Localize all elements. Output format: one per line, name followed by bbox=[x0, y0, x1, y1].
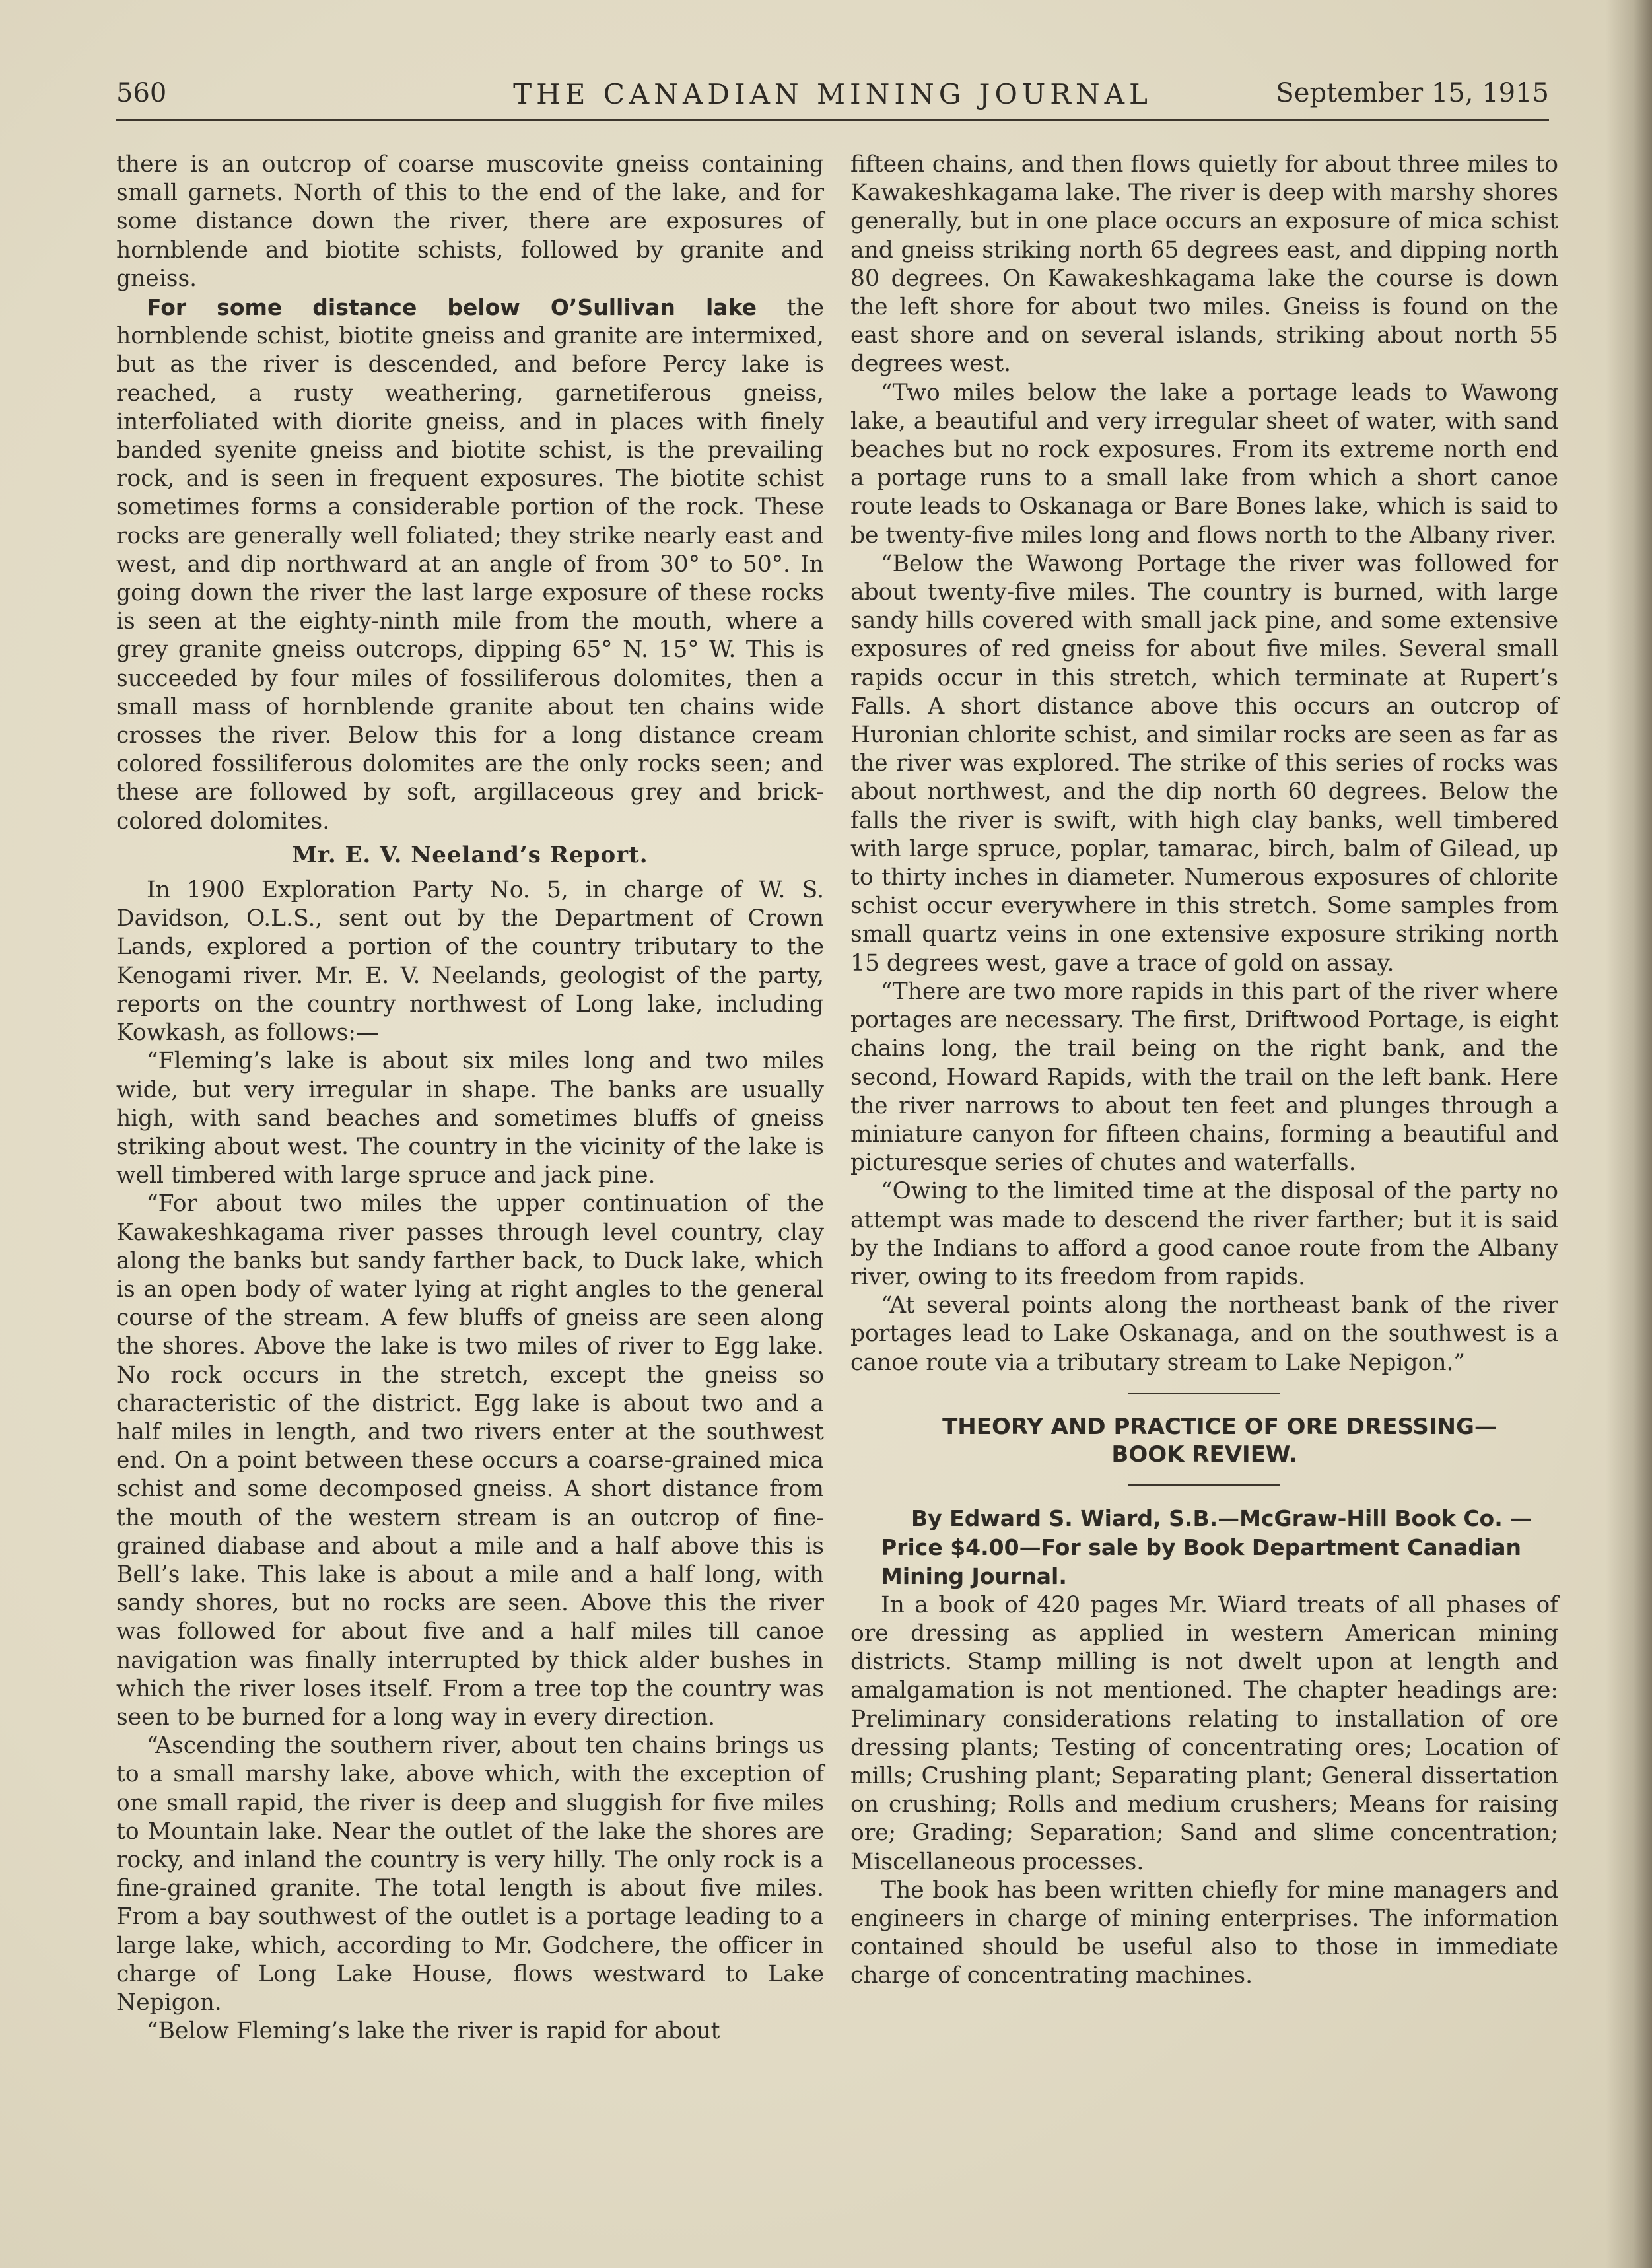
paragraph: “There are two more rapids in this part of the river where portages are necessary. The first, Driftwood Portage, is eight chains long, the trail being on the right bank, and the second, Howard Rapids, with the trail on the left bank. Here the river narrows to about ten feet and plunges through a miniature canyon for fifteen chains, forming a beautiful and picturesque series of chutes and waterfalls. bbox=[850, 978, 1558, 1177]
paragraph: “At several points along the northeast bank of the river portages lead to Lake Oskanaga, and on the southwest is a canoe route via a tributary stream to Lake Nepigon.” bbox=[850, 1292, 1558, 1376]
review-title-line: THEORY AND PRACTICE OF ORE DRESSING— bbox=[942, 1413, 1497, 1440]
section-heading: Mr. E. V. Neeland’s Report. bbox=[292, 841, 648, 868]
issue-date: September 15, 1915 bbox=[1276, 78, 1549, 108]
paragraph: “Below Fleming’s lake the river is rapid for about bbox=[147, 2018, 720, 2045]
left-column bbox=[116, 151, 824, 2045]
header-rule bbox=[116, 119, 1549, 121]
review-byline: By Edward S. Wiard, S.B.—McGraw-Hill Book Co. —Price $4.00—For sale by Book Department Canadian Mining Journal. bbox=[881, 1505, 1532, 1589]
paragraph: The book has been written chiefly for mine managers and engineers in charge of mining enterprises. The information contained should be useful also to those in immediate charge of concentrating machines. bbox=[850, 1876, 1558, 1989]
paragraph: “Ascending the southern river, about ten chains brings us to a small marshy lake, above which, with the exception of one small rapid, the river is deep and sluggish for five miles to Mountain lake. Near the outlet of the lake the shores are rocky, and inland the country is very hilly. The only rock is a fine-grained granite. The total length is about five miles. From a bay southwest of the outlet is a portage leading to a large lake, which, according to Mr. Godchere, the officer in charge of Long Lake House, flows westward to Lake Nepigon. bbox=[116, 1733, 824, 2016]
binding-shadow bbox=[1606, 0, 1652, 2268]
page-number: 560 bbox=[116, 78, 167, 108]
journal-title: THE CANADIAN MINING JOURNAL bbox=[513, 78, 1152, 110]
paragraph bbox=[116, 293, 824, 836]
paragraph: In 1900 Exploration Party No. 5, in charge of W. S. Davidson, O.L.S., sent out by the Department of Crown Lands, explored a portion of the country tributary to the Kenogami river. Mr. E. V. Neelands, geologist of the party, reports on the country northwest of Long lake, including Kowkash, as follows:— bbox=[116, 877, 824, 1047]
paragraph: In a book of 420 pages Mr. Wiard treats of all phases of ore dressing as applied in western American mining districts. Stamp milling is not dwelt upon at length and amalgamation is not mentioned. The chapter headings are: Preliminary considerations relating to installation of ore dressing plants; Testing of concentrating ores; Location of mills; Crushing plant; Separating plant; General dissertation on crushing; Rolls and medium crushers; Means for raising ore; Grading; Separation; Sand and slime concentration; Miscellaneous processes. bbox=[850, 1591, 1558, 1875]
paragraph: there is an outcrop of coarse muscovite gneiss containing small garnets. North of this to the end of the lake, and for some distance down the river, there are exposures of hornblende and biotite schists, followed by granite and gneiss. bbox=[116, 151, 824, 292]
review-title-line: BOOK REVIEW. bbox=[1111, 1441, 1297, 1468]
paragraph: “Two miles below the lake a portage leads to Wawong lake, a beautiful and very irregular sheet of water, with sand beaches but no rock exposures. From its extreme north end a portage runs to a small lake from which a short canoe route leads to Oskanaga or Bare Bones lake, which is said to be twenty-five miles long and flows north to the Albany river. bbox=[850, 379, 1558, 549]
section-divider bbox=[1128, 1393, 1280, 1394]
paragraph: “Owing to the limited time at the disposal of the party no attempt was made to descend the river farther; but it is said by the Indians to afford a good canoe route from the Albany river, owing to its freedom from rapids. bbox=[850, 1178, 1558, 1290]
paragraph: “Below the Wawong Portage the river was followed for about twenty-five miles. The country is burned, with large sandy hills covered with small jack pine, and some extensive exposures of red gneiss for about five miles. Several small rapids occur in this stretch, which terminate at Rupert’s Falls. A short distance above this occurs an outcrop of Huronian chlorite schist, and similar rocks are seen as far as the river was explored. The strike of this series of rocks was about northwest, and the dip north 60 degrees. Below the falls the river is swift, with high clay banks, well timbered with large spruce, poplar, tamarac, birch, balm of Gilead, up to thirty inches in diameter. Numerous exposures of chlorite schist occur everywhere in this stretch. Some samples from small quartz veins in one extensive exposure striking north 15 degrees west, gave a trace of gold on assay. bbox=[850, 550, 1558, 977]
paragraph: “Fleming’s lake is about six miles long and two miles wide, but very irregular in shape. The banks are usually high, with sand beaches and sometimes bluffs of gneiss striking about west. The country in the vicinity of the lake is well timbered with large spruce and jack pine. bbox=[116, 1048, 824, 1189]
review-title bbox=[850, 1413, 1558, 1468]
page-header bbox=[116, 78, 1549, 124]
paragraph: fifteen chains, and then flows quietly for about three miles to Kawakeshkagama lake. The river is deep with marshy shores generally, but in one place occurs an exposure of mica schist and gneiss striking north 65 degrees east, and dipping north 80 degrees. On Kawakeshkagama lake the course is down the left shore for about two miles. Gneiss is found on the east shore and on several islands, striking about north 55 degrees west. bbox=[850, 151, 1558, 378]
right-column bbox=[850, 151, 1558, 1991]
paragraph: “For about two miles the upper continuation of the Kawakeshkagama river passes through level country, clay along the banks but sandy farther back, to Duck lake, which is an open body of water lying at right angles to the general course of the stream. A few bluffs of gneiss are seen along the shores. Above the lake is two miles of river to Egg lake. No rock occurs in the stretch, except the gneiss so characteristic of the district. Egg lake is about two and a half miles in length, and two rivers enter at the southwest end. On a point between these occurs a coarse-grained mica schist and some decomposed gneiss. A short distance from the mouth of the western stream is an outcrop of fine-grained diabase and about a mile and a half above this is Bell’s lake. This lake is about a mile and a half long, with sandy shores, but no rocks are seen. Above this the river was followed for about five and a half miles till canoe navigation was finally interrupted by thick alder bushes in which the river loses itself. From a tree top the country was seen to be burned for a long way in every direction. bbox=[116, 1190, 824, 1731]
section-divider bbox=[1128, 1484, 1280, 1486]
paragraph-text: the hornblende schist, biotite gneiss and granite are intermixed, but as the river is descended, and before Percy lake is reached, a rusty weathering, garnetiferous gneiss, interfoliated with diorite gneiss, and in places with finely banded syenite gneiss and biotite schist, is the prevailing rock, and is seen in frequent exposures. The biotite schist sometimes forms a considerable portion of the rock. These rocks are generally well foliated; they strike nearly east and west, and dip northward at an angle of from 30° to 50°. In going down the river the last large exposure of these rocks is seen at the eighty-ninth mile from the mouth, where a grey granite gneiss outcrops, dipping 65° N. 15° W. This is succeeded by four miles of fossiliferous dolomites, then a small mass of hornblende granite about ten chains wide crosses the river. Below this for a long distance cream colored fossiliferous dolomites are the only rocks seen; and these are followed by soft, argillaceous grey and brick-colored dolomites. bbox=[116, 294, 824, 835]
lead-in-text: For some distance below O’Sullivan lake bbox=[147, 294, 757, 321]
